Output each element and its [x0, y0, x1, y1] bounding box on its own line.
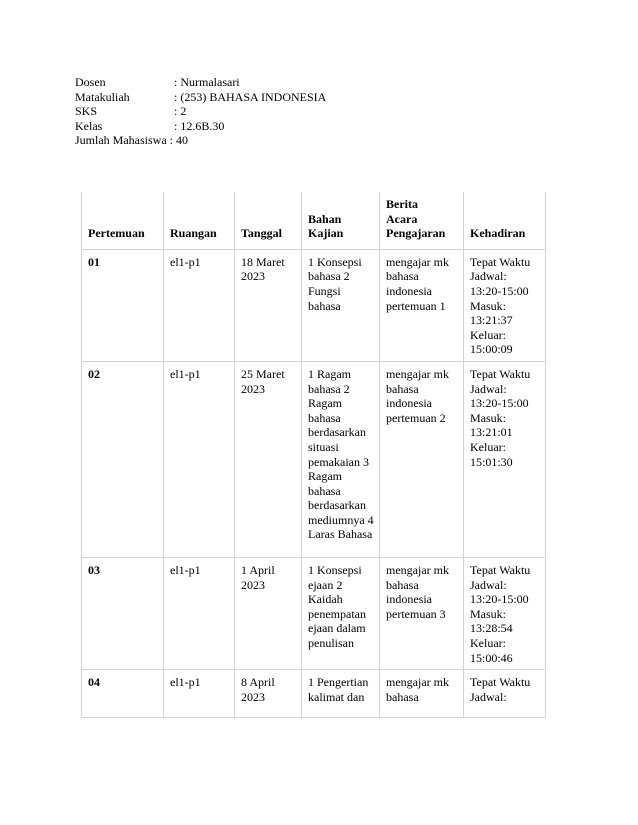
dosen-value: : Nurmalasari	[174, 75, 240, 89]
header-pertemuan: Pertemuan	[82, 192, 164, 249]
cell-tanggal: 18 Maret 2023	[235, 249, 302, 361]
cell-berita-acara: mengajar mk bahasa indonesia pertemuan 1	[380, 249, 464, 361]
header-bahan-kajian-line1: Bahan	[308, 211, 342, 226]
kehadiran-keluar: Keluar: 15:00:46	[470, 635, 513, 665]
cell-tanggal: 8 April 2023	[235, 670, 302, 718]
header-berita-acara-line1: Berita	[386, 197, 418, 211]
cell-kehadiran	[464, 670, 546, 718]
sks-value: : 2	[174, 104, 187, 119]
table-row	[82, 670, 546, 718]
header-ruangan: Ruangan	[164, 192, 235, 249]
jumlah-mahasiswa-label: Jumlah Mahasiswa	[75, 133, 167, 148]
cell-bahan-kajian: 1 Konsepsi ejaan 2 Kaidah penempatan ejaan dalam penulisan	[302, 557, 380, 669]
cell-pertemuan: 01	[82, 249, 164, 361]
matakuliah-value: : (253) BAHASA INDONESIA	[174, 89, 327, 104]
kehadiran-jadwal: Jadwal: 13:20-15:00	[470, 577, 529, 607]
kehadiran-status: Tepat Waktu	[470, 254, 531, 269]
cell-kehadiran	[464, 249, 546, 361]
kelas-label: Kelas	[75, 118, 103, 133]
header-row	[82, 192, 546, 249]
kehadiran-jadwal: Jadwal: 13:20-15:00	[470, 381, 529, 411]
cell-bahan-kajian: 1 Konsepsi bahasa 2 Fungsi bahasa	[302, 249, 380, 361]
header-berita-acara-line2: Acara	[386, 211, 418, 226]
cell-ruangan: el1-p1	[164, 249, 235, 361]
cell-tanggal: 25 Maret 2023	[235, 361, 302, 557]
jumlah-mahasiswa-value: : 40	[169, 133, 188, 148]
kehadiran-masuk: Masuk: 13:21:01	[470, 410, 513, 440]
kelas-row	[75, 119, 326, 134]
dosen-row	[75, 75, 326, 90]
table-row	[82, 557, 546, 669]
course-info	[75, 75, 326, 148]
cell-bahan-kajian: 1 Pengertian kalimat dan	[302, 670, 380, 718]
cell-berita-acara: mengajar mk bahasa indonesia pertemuan 2	[380, 361, 464, 557]
matakuliah-row	[75, 90, 326, 105]
table-row	[82, 361, 546, 557]
cell-tanggal: 1 April 2023	[235, 557, 302, 669]
header-kehadiran: Kehadiran	[464, 192, 546, 249]
cell-ruangan: el1-p1	[164, 670, 235, 718]
cell-berita-acara: mengajar mk bahasa indonesia pertemuan 3	[380, 557, 464, 669]
header-berita-acara	[380, 192, 464, 249]
jumlah-mahasiswa-row	[75, 133, 326, 148]
kehadiran-keluar: Keluar: 15:01:30	[470, 439, 513, 469]
kehadiran-keluar: Keluar: 15:00:09	[470, 327, 513, 357]
header-bahan-kajian-line2: Kajian	[308, 226, 344, 241]
cell-bahan-kajian: 1 Ragam bahasa 2 Ragam bahasa berdasarkan situasi pemakaian 3 Ragam bahasa berdasarkan mediumnya 4 Laras Bahasa	[302, 361, 380, 557]
kehadiran-masuk: Masuk: 13:21:37	[470, 298, 513, 328]
cell-ruangan: el1-p1	[164, 557, 235, 669]
header-bahan-kajian	[302, 192, 380, 249]
header-berita-acara-line3: Pengajaran	[386, 226, 446, 241]
table-row	[82, 249, 546, 361]
kehadiran-status: Tepat Waktu	[470, 562, 531, 577]
kelas-value: : 12.6B.30	[174, 118, 225, 133]
sks-label: SKS	[75, 104, 98, 119]
cell-ruangan: el1-p1	[164, 361, 235, 557]
header-tanggal: Tanggal	[235, 192, 302, 249]
kehadiran-jadwal: Jadwal: 13:20-15:00	[470, 269, 529, 298]
kehadiran-status: Tepat Waktu	[470, 366, 531, 381]
attendance-table-header	[82, 192, 546, 249]
cell-pertemuan: 04	[82, 670, 164, 718]
cell-kehadiran	[464, 557, 546, 669]
cell-kehadiran	[464, 361, 546, 557]
matakuliah-label: Matakuliah	[75, 89, 130, 104]
kehadiran-jadwal: Jadwal:	[470, 689, 507, 704]
kehadiran-status: Tepat Waktu	[470, 675, 531, 690]
cell-pertemuan: 03	[82, 557, 164, 669]
sks-row	[75, 104, 326, 119]
attendance-table-body	[82, 249, 546, 717]
cell-pertemuan: 02	[82, 361, 164, 557]
attendance-table	[81, 192, 546, 718]
kehadiran-masuk: Masuk: 13:28:54	[470, 606, 513, 636]
dosen-label: Dosen	[75, 75, 106, 89]
cell-berita-acara: mengajar mk bahasa	[380, 670, 464, 718]
